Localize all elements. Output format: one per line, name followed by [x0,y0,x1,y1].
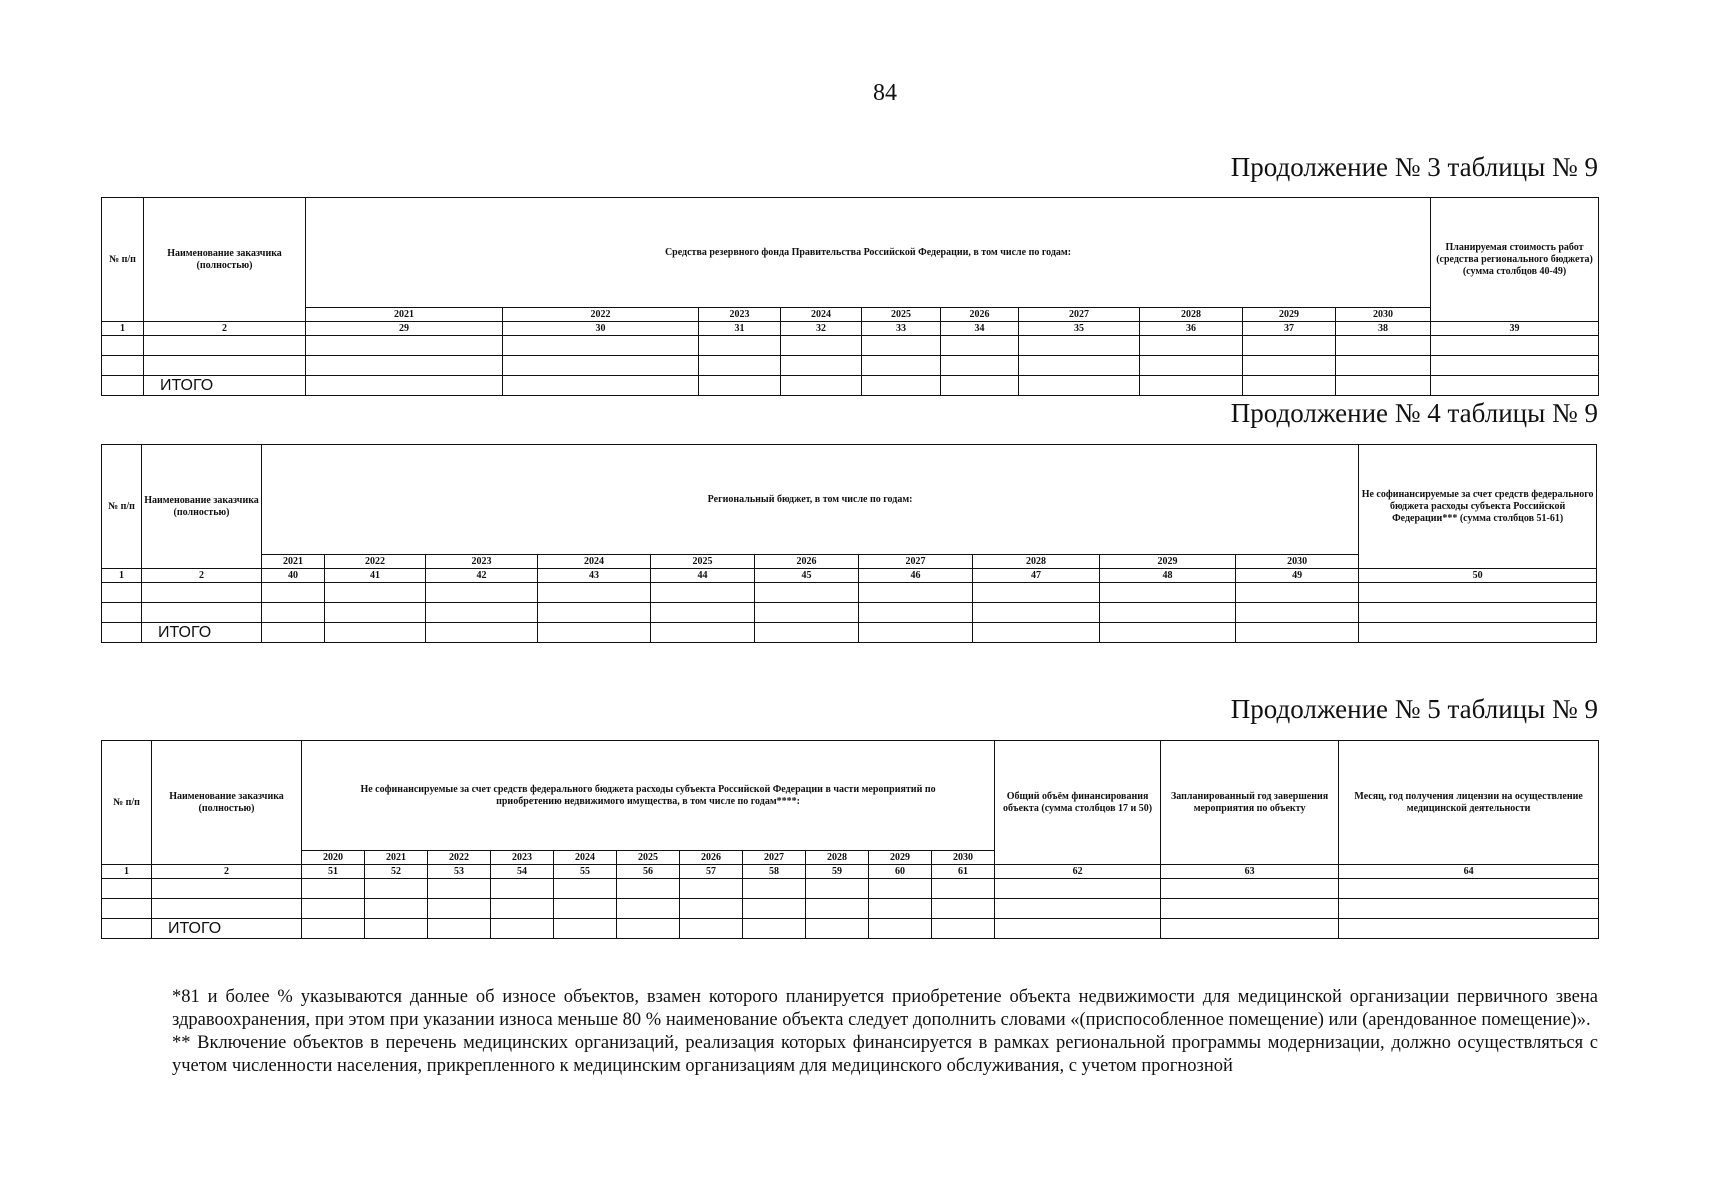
year-cell: 2022 [503,308,699,322]
footnote-2: ** Включение объектов в перечень медицинских организаций, реализация которых финансируется в рамках региональной программы модернизации, должно осуществляться с учетом численности населения, прикрепленного к медицинским организациям для медицинского обслуживания, с учетом прогнозной [172,1033,1598,1076]
year-cell: 2029 [1100,555,1236,569]
column-number-row [102,569,1597,583]
year-cell: 2024 [781,308,862,322]
column-number: 36 [1140,322,1243,336]
col-last-header: Планируемая стоимость работ (средства регионального бюджета) (сумма столбцов 40-49) [1431,198,1599,322]
column-number: 49 [1236,569,1359,583]
column-number: 1 [102,865,152,879]
year-cell: 2028 [806,851,869,865]
col-group-header: Средства резервного фонда Правительства Российской Федерации, в том числе по годам: [306,198,1431,308]
column-number: 64 [1339,865,1599,879]
year-cell: 2028 [973,555,1100,569]
table5-caption: Продолжение № 5 таблицы № 9 [1230,694,1598,724]
column-number: 2 [142,569,262,583]
year-cell: 2023 [491,851,554,865]
column-number: 52 [365,865,428,879]
year-cell: 2024 [554,851,617,865]
column-number: 45 [755,569,859,583]
year-cell: 2020 [302,851,365,865]
year-cell: 2027 [1019,308,1140,322]
col-total-header: Общий объём финансирования объекта (сумма столбцов 17 и 50) [995,741,1161,865]
total-row [102,623,1597,643]
column-number: 55 [554,865,617,879]
column-number: 1 [102,569,142,583]
year-cell: 2026 [755,555,859,569]
total-label: ИТОГО [142,623,262,643]
column-number: 40 [262,569,325,583]
column-number: 33 [862,322,941,336]
total-label: ИТОГО [152,919,302,939]
year-cell: 2025 [651,555,755,569]
table-row [102,336,1599,356]
column-number: 39 [1431,322,1599,336]
table4 [101,444,1597,643]
column-number: 41 [325,569,426,583]
year-cell: 2022 [428,851,491,865]
col-group-header: Не софинансируемые за счет средств федерального бюджета расходы субъекта Российской Федерации в части мероприятий по приобретению недвижимого имущества, в том числе по годам****: [302,741,995,851]
table3-caption: Продолжение № 3 таблицы № 9 [1230,152,1598,182]
col-name-header: Наименование заказчика (полностью) [142,445,262,569]
table4-caption: Продолжение № 4 таблицы № 9 [1230,398,1598,428]
column-number: 62 [995,865,1161,879]
col-last-header: Не софинансируемые за счет средств федерального бюджета расходы субъекта Российской Федерации*** (сумма столбцов 51-61) [1359,445,1597,569]
table-row [102,583,1597,603]
footnotes [172,986,1598,1078]
column-number: 59 [806,865,869,879]
table-row [102,356,1599,376]
total-label: ИТОГО [144,376,306,396]
year-cell: 2026 [680,851,743,865]
column-number: 37 [1243,322,1336,336]
year-cell: 2021 [365,851,428,865]
column-number-row [102,865,1599,879]
col-name-header: Наименование заказчика (полностью) [152,741,302,865]
column-number: 60 [869,865,932,879]
total-row [102,376,1599,396]
column-number: 43 [538,569,651,583]
col-group-header: Региональный бюджет, в том числе по годам: [262,445,1359,555]
year-cell: 2021 [306,308,503,322]
column-number: 46 [859,569,973,583]
column-number: 44 [651,569,755,583]
year-cell: 2026 [941,308,1019,322]
table-row [102,879,1599,899]
year-cell: 2023 [426,555,538,569]
col-no-header: № п/п [102,198,144,322]
column-number: 53 [428,865,491,879]
column-number: 2 [144,322,306,336]
column-number: 34 [941,322,1019,336]
year-cell: 2028 [1140,308,1243,322]
column-number: 2 [152,865,302,879]
col-year-header: Запланированный год завершения мероприятия по объекту [1161,741,1339,865]
column-number: 57 [680,865,743,879]
column-number: 61 [932,865,995,879]
column-number: 54 [491,865,554,879]
col-name-header: Наименование заказчика (полностью) [144,198,306,322]
year-cell: 2025 [862,308,941,322]
year-cell: 2027 [859,555,973,569]
column-number: 30 [503,322,699,336]
col-no-header: № п/п [102,741,152,865]
total-row [102,919,1599,939]
column-number: 50 [1359,569,1597,583]
column-number: 32 [781,322,862,336]
column-number: 42 [426,569,538,583]
column-number: 35 [1019,322,1140,336]
table5 [101,740,1599,939]
column-number: 38 [1336,322,1431,336]
col-license-header: Месяц, год получения лицензии на осуществление медицинской деятельности [1339,741,1599,865]
column-number: 47 [973,569,1100,583]
year-cell: 2029 [1243,308,1336,322]
column-number: 51 [302,865,365,879]
year-cell: 2021 [262,555,325,569]
table-row [102,899,1599,919]
table-row [102,603,1597,623]
column-number: 1 [102,322,144,336]
column-number: 48 [1100,569,1236,583]
table3 [101,197,1599,396]
year-cell: 2030 [1336,308,1431,322]
year-cell: 2025 [617,851,680,865]
year-cell: 2023 [699,308,781,322]
year-cell: 2022 [325,555,426,569]
year-cell: 2027 [743,851,806,865]
column-number: 58 [743,865,806,879]
column-number-row [102,322,1599,336]
column-number: 63 [1161,865,1339,879]
year-cell: 2030 [1236,555,1359,569]
year-row [102,308,1599,322]
footnote-1: *81 и более % указываются данные об износе объектов, взамен которого планируется приобретение объекта недвижимости для медицинской организации первичного звена здравоохранения, при этом при указании износа меньше 80 % наименование объекта следует дополнить словами «(приспособленное помещение) или (арендованное помещение)». [172,987,1598,1030]
year-cell: 2030 [932,851,995,865]
year-cell: 2024 [538,555,651,569]
year-cell: 2029 [869,851,932,865]
page-number: 84 [873,80,897,106]
col-no-header: № п/п [102,445,142,569]
column-number: 31 [699,322,781,336]
column-number: 56 [617,865,680,879]
column-number: 29 [306,322,503,336]
